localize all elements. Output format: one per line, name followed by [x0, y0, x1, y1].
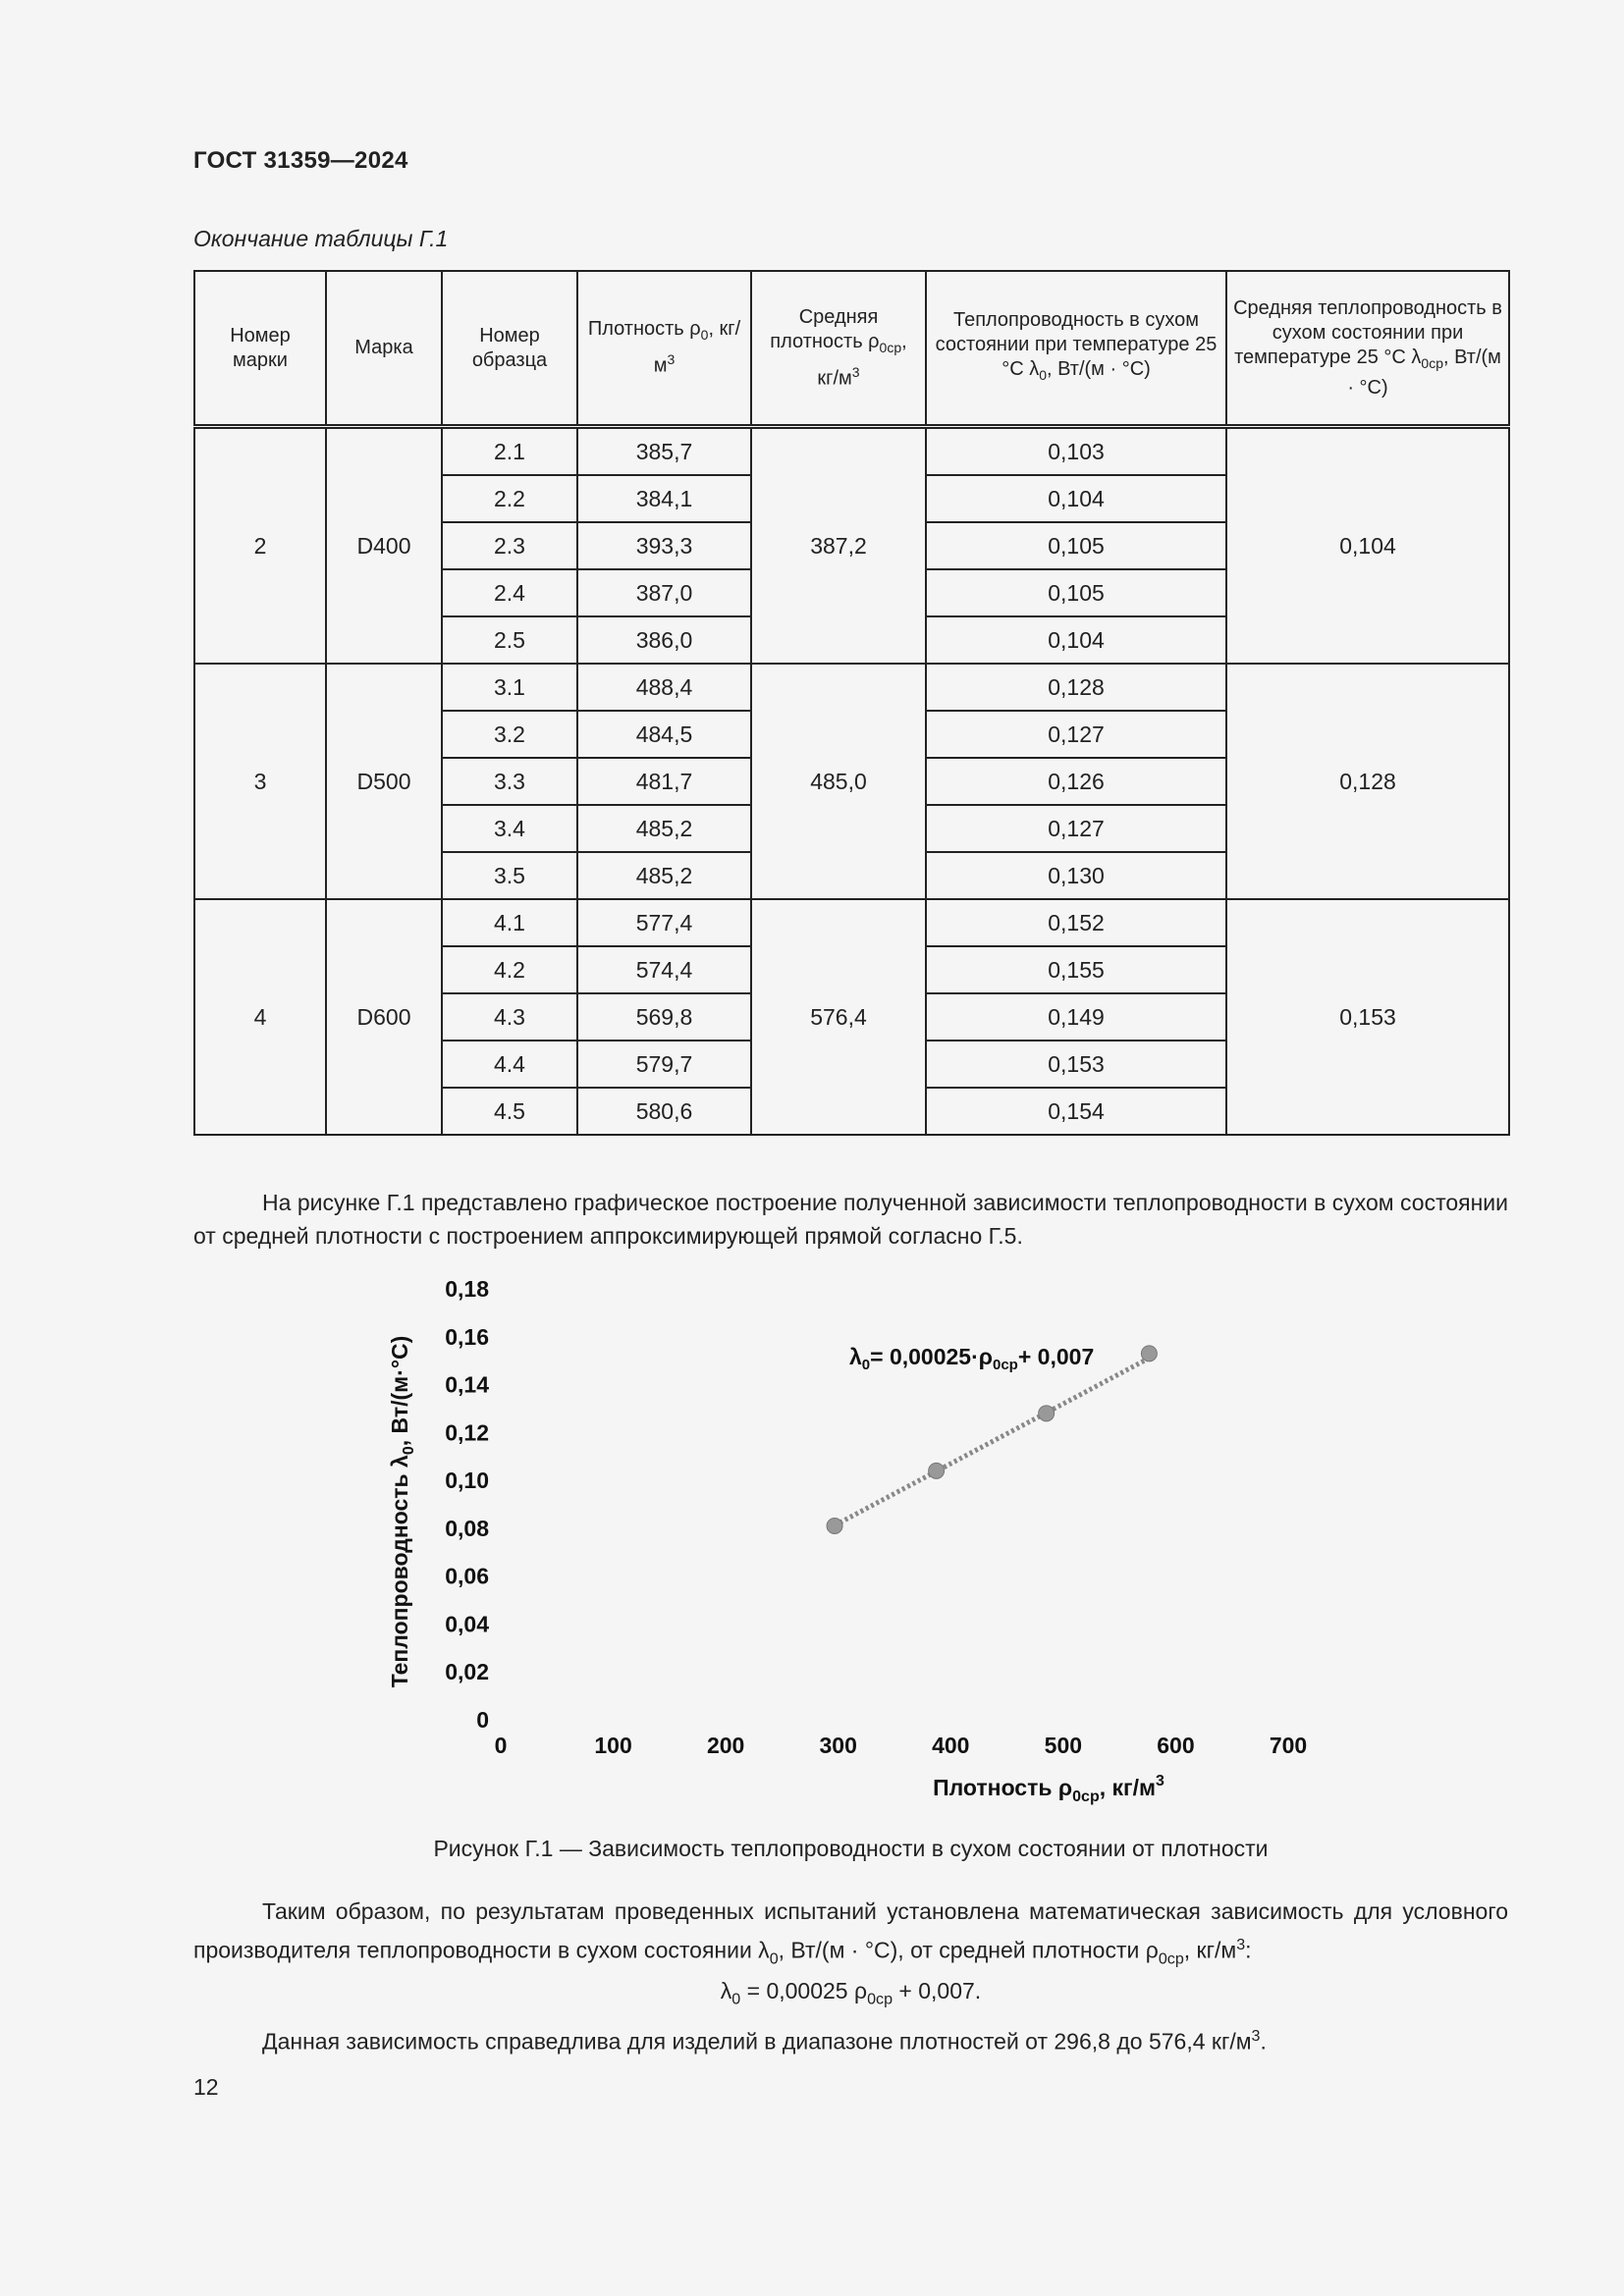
y-tick-label: 0: [476, 1707, 489, 1733]
cell-sample-no: 2.4: [442, 569, 577, 616]
trend-line: [835, 1358, 1149, 1524]
header-sample-no: Номер образца: [442, 271, 577, 427]
cell-sample-no: 3.3: [442, 758, 577, 805]
x-tick-label: 500: [1044, 1733, 1083, 1758]
table-row: [194, 427, 1509, 476]
y-axis-label: Теплопроводность $\lambda_0$, Вт/(м·°С): [387, 1335, 417, 1688]
cell-sample-no: 3.2: [442, 711, 577, 758]
cell-avg-conductivity: 0,104: [1226, 427, 1509, 665]
x-tick-label: 400: [932, 1733, 970, 1758]
cell-conductivity: 0,104: [926, 475, 1226, 522]
document-id: ГОСТ 31359—2024: [193, 147, 408, 174]
x-tick-label: 600: [1157, 1733, 1195, 1758]
data-point: [1141, 1346, 1157, 1362]
cell-conductivity: 0,128: [926, 664, 1226, 711]
cell-conductivity: 0,126: [926, 758, 1226, 805]
cell-sample-no: 3.1: [442, 664, 577, 711]
cell-mark-no: 3: [194, 664, 326, 899]
header-avg-density: Средняя плотность $\rho_{0ср}$, $кг/м^3$: [751, 271, 926, 427]
cell-avg-density: 387,2: [751, 427, 926, 665]
cell-mark: D400: [326, 427, 442, 665]
x-tick-label: 100: [594, 1733, 632, 1758]
cell-avg-density: 485,0: [751, 664, 926, 899]
formula: $\lambda_0 = 0,00025$ $\rho_{0ср} + 0,007$.: [720, 1978, 982, 2008]
cell-density: 485,2: [577, 805, 751, 852]
y-tick-label: 0,12: [445, 1419, 489, 1446]
cell-mark-no: 4: [194, 899, 326, 1135]
x-tick-label: 300: [819, 1733, 857, 1758]
cell-mark-no: 2: [194, 427, 326, 665]
cell-sample-no: 2.5: [442, 616, 577, 664]
paragraph-range: Данная зависимость справедлива для изделий в диапазоне плотностей от 296,8 до 576,4 $кг/м^3$.: [262, 2027, 1267, 2055]
y-axis-ticks: [445, 1276, 489, 1733]
cell-sample-no: 4.5: [442, 1088, 577, 1135]
y-tick-label: 0,10: [445, 1468, 489, 1494]
cell-avg-conductivity: 0,153: [1226, 899, 1509, 1135]
cell-sample-no: 2.1: [442, 427, 577, 476]
cell-sample-no: 4.4: [442, 1041, 577, 1088]
header-density: Плотность $\rho_0$, $кг/м^3$: [577, 271, 751, 427]
cell-density: 387,0: [577, 569, 751, 616]
cell-density: 488,4: [577, 664, 751, 711]
paragraph-figure-intro: На рисунке Г.1 представлено графическое построение полученной зависимости теплопроводности в сухом состоянии от средней плотности с построением аппроксимирующей прямой согласно Г.5.: [193, 1190, 1508, 1249]
cell-conductivity: 0,154: [926, 1088, 1226, 1135]
data-point: [929, 1463, 945, 1478]
cell-density: 386,0: [577, 616, 751, 664]
cell-sample-no: 4.2: [442, 946, 577, 993]
y-tick-label: 0,18: [445, 1276, 489, 1302]
cell-sample-no: 2.2: [442, 475, 577, 522]
header-mark: Марка: [326, 271, 442, 427]
cell-mark: D500: [326, 664, 442, 899]
y-tick-label: 0,02: [445, 1659, 489, 1685]
cell-mark: D600: [326, 899, 442, 1135]
cell-sample-no: 3.5: [442, 852, 577, 899]
table-row: [194, 664, 1509, 711]
y-tick-label: 0,06: [445, 1563, 489, 1589]
cell-density: 385,7: [577, 427, 751, 476]
cell-density: 384,1: [577, 475, 751, 522]
cell-sample-no: 3.4: [442, 805, 577, 852]
cell-density: 481,7: [577, 758, 751, 805]
cell-conductivity: 0,104: [926, 616, 1226, 664]
cell-conductivity: 0,105: [926, 522, 1226, 569]
y-tick-label: 0,04: [445, 1611, 489, 1637]
paragraph-conclusion: Таким образом, по результатам проведенных испытаний установлена математическая зависимость для условного производителя теплопроводности в сухом состоянии $\lambda_0$, Вт/(м · °С), от средней плотности $\rho_{0ср}$, $кг/м^3$:: [193, 1898, 1508, 1968]
table-caption: Окончание таблицы Г.1: [193, 226, 449, 251]
cell-avg-density: 576,4: [751, 899, 926, 1135]
cell-conductivity: 0,103: [926, 427, 1226, 476]
x-axis-ticks: [495, 1733, 1308, 1758]
cell-density: 569,8: [577, 993, 751, 1041]
y-tick-label: 0,14: [445, 1371, 489, 1398]
y-tick-label: 0,08: [445, 1515, 489, 1541]
cell-conductivity: 0,149: [926, 993, 1226, 1041]
page-number: 12: [193, 2074, 219, 2100]
cell-conductivity: 0,153: [926, 1041, 1226, 1088]
cell-density: 574,4: [577, 946, 751, 993]
y-tick-label: 0,16: [445, 1323, 489, 1350]
cell-density: 485,2: [577, 852, 751, 899]
table-header-row: [194, 271, 1509, 427]
header-mark-no: Номер марки: [194, 271, 326, 427]
header-conductivity: Теплопроводность в сухом состоянии при температуре 25 °С $\lambda_0$, Вт/(м · °С): [926, 271, 1226, 427]
cell-conductivity: 0,155: [926, 946, 1226, 993]
cell-density: 579,7: [577, 1041, 751, 1088]
cell-sample-no: 2.3: [442, 522, 577, 569]
cell-density: 577,4: [577, 899, 751, 946]
table-row: [194, 899, 1509, 946]
x-axis-label: Плотность $\rho_{0ср}$, $кг/м^3$: [933, 1773, 1164, 1805]
cell-conductivity: 0,127: [926, 805, 1226, 852]
cell-conductivity: 0,127: [926, 711, 1226, 758]
cell-conductivity: 0,130: [926, 852, 1226, 899]
data-point: [1039, 1406, 1055, 1421]
x-tick-label: 200: [706, 1733, 745, 1758]
results-table: [193, 270, 1510, 1136]
x-tick-label: 700: [1269, 1733, 1308, 1758]
conductivity-density-chart: [373, 1266, 1316, 1816]
table-body: [194, 427, 1509, 1136]
cell-density: 393,3: [577, 522, 751, 569]
header-avg-conductivity: Средняя теплопроводность в сухом состоянии при температуре 25 °С $\lambda_{0ср}$, Вт/(м · °С): [1226, 271, 1509, 427]
cell-sample-no: 4.1: [442, 899, 577, 946]
cell-sample-no: 4.3: [442, 993, 577, 1041]
figure-caption: Рисунок Г.1 — Зависимость теплопроводности в сухом состоянии от плотности: [433, 1836, 1269, 1861]
cell-conductivity: 0,152: [926, 899, 1226, 946]
x-tick-label: 0: [494, 1733, 508, 1758]
cell-conductivity: 0,105: [926, 569, 1226, 616]
data-point: [827, 1518, 842, 1533]
cell-avg-conductivity: 0,128: [1226, 664, 1509, 899]
trend-equation: $\lambda_0= 0,00025\cdot\rho_{0ср}+ 0,007$: [849, 1344, 1095, 1373]
cell-density: 484,5: [577, 711, 751, 758]
cell-density: 580,6: [577, 1088, 751, 1135]
